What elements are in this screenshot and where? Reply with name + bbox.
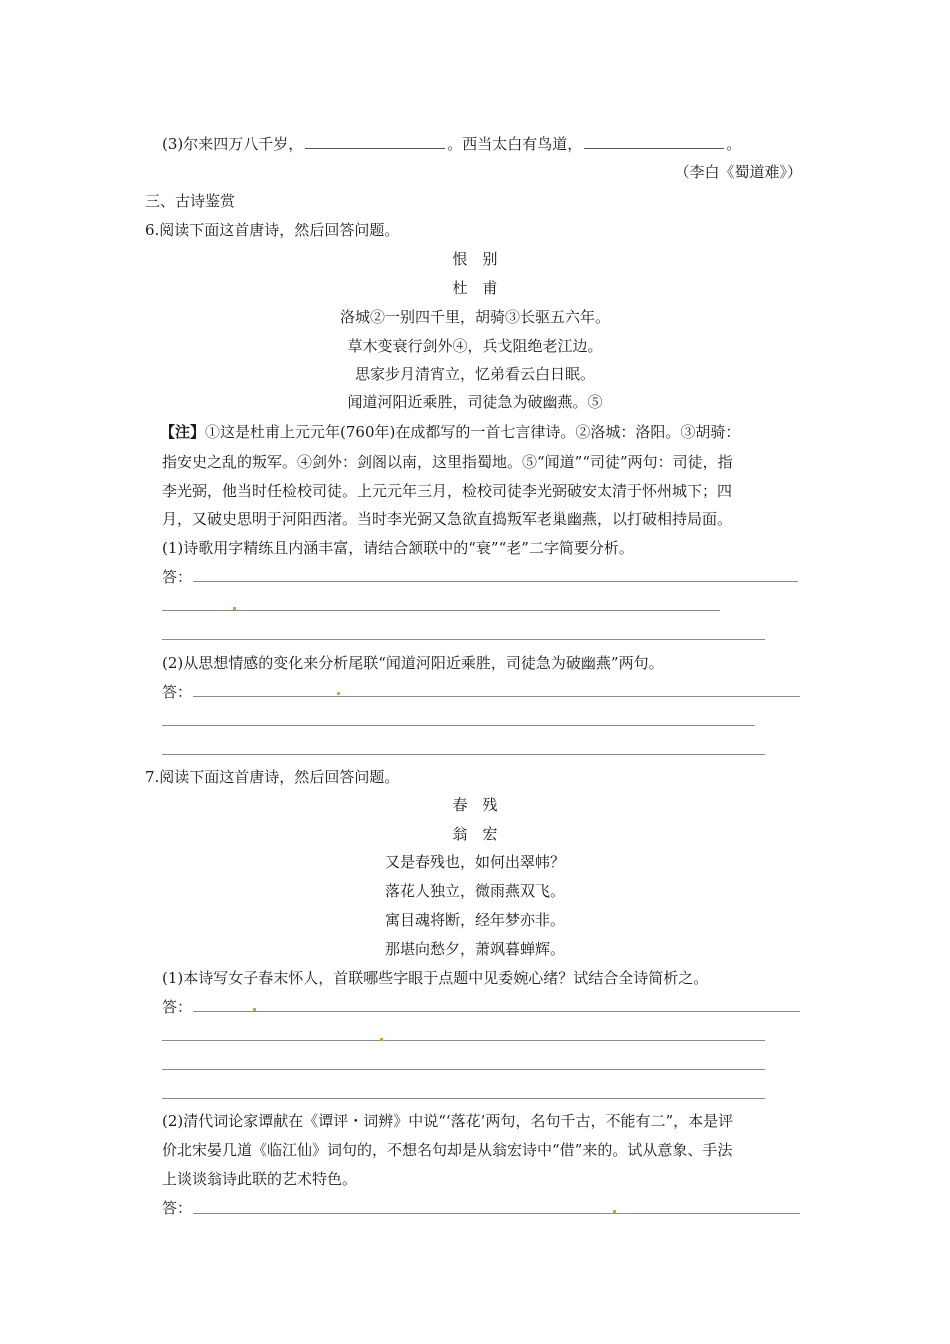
q6-prompt: 6.阅读下面这首唐诗，然后回答问题。 — [145, 221, 400, 239]
q6-sub1-answer-line-2[interactable] — [162, 610, 720, 611]
q5-item3-part2: 。西当太白有鸟道， — [447, 135, 583, 153]
q6-note-line-1 — [160, 422, 740, 442]
q6-sub2-answer-line-2[interactable] — [162, 725, 755, 726]
q7-sub2-question-line-3: 上谈谈翁诗此联的艺术特色。 — [162, 1170, 358, 1188]
q7-poem-line-4: 那堪向愁夕，萧飒暮蝉辉。 — [384, 940, 565, 958]
q6-note-tag: 【注】 — [160, 423, 206, 441]
q7-sub1-answer-line-1[interactable] — [193, 1011, 800, 1012]
q6-sub1-answer-line-1[interactable] — [193, 581, 798, 582]
scan-mark — [233, 607, 236, 610]
q6-note-text-1: ①这是杜甫上元元年(760年)在成都写的一首七言律诗。②洛城：洛阳。③胡骑： — [205, 423, 741, 441]
q6-sub1-answer-line-3[interactable] — [162, 639, 765, 640]
q5-item3-part1: (3)尔来四万八千岁， — [162, 135, 304, 153]
q6-note-line-2: 指安史之乱的叛军。④剑外：剑阁以南，这里指蜀地。⑤“闻道”“司徒”两句：司徒，指 — [162, 453, 733, 471]
q6-sub1-answer-label: 答： — [162, 568, 193, 586]
q6-poem-title: 恨 别 — [452, 250, 498, 268]
q6-sub2-answer-line-3[interactable] — [162, 754, 765, 755]
q6-poem-line-4: 闻道河阳近乘胜，司徒急为破幽燕。⑤ — [347, 393, 603, 411]
q5-blank-2[interactable] — [584, 134, 724, 149]
q6-sub2-question: (2)从思想情感的变化来分析尾联“闻道河阳近乘胜，司徒急为破幽燕”两句。 — [162, 654, 664, 672]
q7-sub2-answer-line-1[interactable] — [193, 1213, 800, 1214]
q7-prompt: 7.阅读下面这首唐诗，然后回答问题。 — [145, 768, 400, 786]
q7-poem-line-1: 又是春残也，如何出翠帏？ — [384, 853, 565, 871]
q5-item3-line — [162, 134, 741, 154]
q6-note-line-3: 李光弼，他当时任检校司徒。上元元年三月，检校司徒李光弼破安太清于怀州城下；四 — [162, 482, 733, 500]
q7-poem-line-3: 寓目魂将断，经年梦亦非。 — [384, 911, 565, 929]
q7-sub1-answer-line-4[interactable] — [162, 1098, 765, 1099]
q7-sub1-answer-label: 答： — [162, 998, 193, 1016]
q6-poem-line-2: 草木变衰行剑外④，兵戈阻绝老江边。 — [347, 337, 603, 355]
q5-item3-part3: 。 — [726, 135, 742, 153]
q7-poem-line-2: 落花人独立，微雨燕双飞。 — [384, 882, 565, 900]
q6-sub2-answer-label: 答： — [162, 683, 193, 701]
q6-poem-line-1: 洛城②一别四千里，胡骑③长驱五六年。 — [339, 308, 610, 326]
scan-mark — [253, 1008, 256, 1011]
q7-sub1-question: (1)本诗写女子春末怀人，首联哪些字眼于点题中见委婉心绪？试结合全诗简析之。 — [162, 969, 709, 987]
q6-sub1-question: (1)诗歌用字精练且内涵丰富，请结合颔联中的“衰”“老”二字简要分析。 — [162, 539, 634, 557]
scan-mark — [613, 1210, 616, 1213]
q6-poem-author: 杜 甫 — [452, 279, 498, 297]
q7-sub1-answer-line-2[interactable] — [162, 1040, 765, 1041]
q7-sub2-question-line-1: (2)清代词论家谭献在《谭评・词辨》中说“‘落花’两句，名句千古，不能有二”，本是评 — [162, 1112, 734, 1130]
q7-sub2-question-line-2: 价北宋晏几道《临江仙》词句的，不想名句却是从翁宏诗中“借”来的。试从意象、手法 — [162, 1141, 733, 1159]
q7-poem-author: 翁 宏 — [452, 825, 498, 843]
scan-mark — [337, 692, 340, 695]
q6-note-line-4: 月，又破史思明于河阳西渚。当时李光弼又急欲直捣叛军老巢幽燕，以打破相持局面。 — [162, 510, 733, 528]
q7-sub1-answer-line-3[interactable] — [162, 1069, 765, 1070]
scan-mark — [380, 1038, 383, 1041]
q5-blank-1[interactable] — [305, 134, 445, 149]
section-title: 三、古诗鉴赏 — [145, 192, 236, 210]
q7-sub2-answer-label: 答： — [162, 1199, 193, 1217]
q6-poem-line-3: 思家步月清宵立，忆弟看云白日眠。 — [354, 365, 595, 383]
q6-sub2-answer-line-1[interactable] — [193, 696, 800, 697]
q7-poem-title: 春 残 — [452, 796, 498, 814]
q5-source: （李白《蜀道难》） — [674, 163, 802, 181]
